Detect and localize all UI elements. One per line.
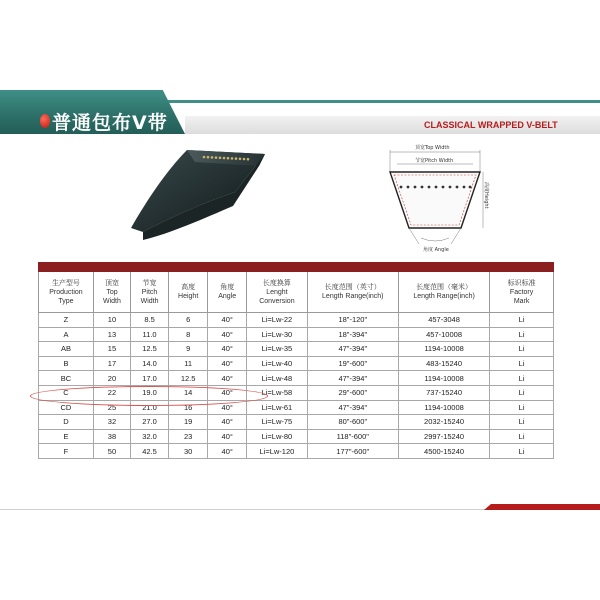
table-cell: Li=Lw-35 bbox=[247, 342, 307, 357]
table-cell: 47"-394" bbox=[307, 400, 398, 415]
table-cell: 29"-600" bbox=[307, 385, 398, 400]
table-cell: 9 bbox=[169, 342, 208, 357]
table-cell: 18"-394" bbox=[307, 327, 398, 342]
table-cell: Li=Lw-58 bbox=[247, 385, 307, 400]
table-cell: 20 bbox=[93, 371, 130, 386]
column-header-line: 角度 bbox=[220, 284, 235, 291]
angle-label: 角度 Angle bbox=[423, 247, 449, 253]
table-cell: Li bbox=[490, 400, 554, 415]
table-cell: 19 bbox=[169, 415, 208, 430]
table-cell: 1194-10008 bbox=[398, 342, 489, 357]
table-cell: 12.5 bbox=[169, 371, 208, 386]
column-header-line: 长度换算 bbox=[262, 279, 291, 287]
table-cell: Z bbox=[39, 313, 94, 328]
table-cell: E bbox=[39, 429, 94, 444]
column-header-line: Type bbox=[58, 297, 74, 305]
table-cell: 80"-600" bbox=[307, 415, 398, 430]
column-header-line: Width bbox=[103, 297, 121, 305]
table-cell: 40° bbox=[208, 415, 247, 430]
table-cell: 30 bbox=[169, 444, 208, 459]
table-cell: 1194-10008 bbox=[398, 371, 489, 386]
column-header-line: 高度 bbox=[181, 284, 196, 291]
table-cell: 1194-10008 bbox=[398, 400, 489, 415]
table-cell: 40° bbox=[208, 356, 247, 371]
table-cell: 12.5 bbox=[131, 342, 169, 357]
table-cell: Li=Lw-80 bbox=[247, 429, 307, 444]
table-cell: 32.0 bbox=[131, 429, 169, 444]
table-cell: Li bbox=[490, 415, 554, 430]
table-cell: 40° bbox=[208, 385, 247, 400]
column-header bbox=[39, 272, 94, 313]
table-cell: 40° bbox=[208, 327, 247, 342]
column-header bbox=[169, 272, 208, 313]
table-cell: CD bbox=[39, 400, 94, 415]
table-cell: Li=Lw-61 bbox=[247, 400, 307, 415]
table-cell: Li=Lw-48 bbox=[247, 371, 307, 386]
table-cell: 483-15240 bbox=[398, 356, 489, 371]
column-header bbox=[208, 272, 247, 313]
table-cell: AB bbox=[39, 342, 94, 357]
column-header-line: 顶宽 bbox=[104, 279, 119, 287]
table-row bbox=[39, 444, 554, 459]
table-cell: 40° bbox=[208, 444, 247, 459]
highlight-ring bbox=[30, 386, 268, 406]
table-cell: 27.0 bbox=[131, 415, 169, 430]
table-row bbox=[39, 313, 554, 328]
table-header-row bbox=[39, 272, 554, 313]
table-cell: Li bbox=[490, 342, 554, 357]
table-cell: 14.0 bbox=[131, 356, 169, 371]
table-cell: 32 bbox=[93, 415, 130, 430]
column-header-line: Factory bbox=[509, 288, 534, 296]
column-header bbox=[93, 272, 130, 313]
table-cell: B bbox=[39, 356, 94, 371]
page-title-cn: 普通包布V带 bbox=[52, 112, 168, 134]
table-cell: 40° bbox=[208, 429, 247, 444]
column-header-line: 标识标准 bbox=[507, 279, 536, 287]
column-header-line: Width bbox=[140, 297, 159, 305]
column-header-line: Top bbox=[106, 288, 118, 296]
table-cell: 2997-15240 bbox=[398, 429, 489, 444]
table-cell: D bbox=[39, 415, 94, 430]
table-cell: Li=Lw-22 bbox=[247, 313, 307, 328]
table-cell: 17.0 bbox=[131, 371, 169, 386]
table-cell: 737-15240 bbox=[398, 385, 489, 400]
column-header-line: Production bbox=[49, 288, 83, 296]
table-cell: 42.5 bbox=[131, 444, 169, 459]
table-cell: 19"-600" bbox=[307, 356, 398, 371]
belt-photo bbox=[125, 140, 280, 245]
table-cell: 17 bbox=[93, 356, 130, 371]
column-header bbox=[490, 272, 554, 313]
column-header bbox=[247, 272, 307, 313]
table-cell: 40° bbox=[208, 400, 247, 415]
table-cell: 13 bbox=[93, 327, 130, 342]
column-header-line: Height bbox=[178, 293, 199, 300]
table-row bbox=[39, 356, 554, 371]
table-cell: 38 bbox=[93, 429, 130, 444]
table-cell: Li=Lw-30 bbox=[247, 327, 307, 342]
page-title-en: CLASSICAL WRAPPED V-BELT bbox=[424, 120, 558, 130]
table-cell: 15 bbox=[93, 342, 130, 357]
column-header-line: 长度范围（毫米） bbox=[416, 284, 473, 291]
table-cell: 50 bbox=[93, 444, 130, 459]
table-cell: 40° bbox=[208, 342, 247, 357]
table-cell: BC bbox=[39, 371, 94, 386]
table-cell: 118"-600" bbox=[307, 429, 398, 444]
specification-table bbox=[38, 262, 554, 459]
table-cell: 8.5 bbox=[131, 313, 169, 328]
table-cell: Li bbox=[490, 385, 554, 400]
table-cell: 23 bbox=[169, 429, 208, 444]
table-row bbox=[39, 327, 554, 342]
table-cell: F bbox=[39, 444, 94, 459]
table-cell: Li=Lw-75 bbox=[247, 415, 307, 430]
table-cell: 22 bbox=[93, 385, 130, 400]
table-cell: 21.0 bbox=[131, 400, 169, 415]
table-cell: 40° bbox=[208, 371, 247, 386]
column-header-line: 长度范围（英寸） bbox=[324, 284, 381, 291]
table-row bbox=[39, 415, 554, 430]
table-cell: 18"-120" bbox=[307, 313, 398, 328]
cross-section-diagram bbox=[375, 140, 500, 260]
table-cell: A bbox=[39, 327, 94, 342]
table-cell: 14 bbox=[169, 385, 208, 400]
column-header-line: Length Range(inch) bbox=[322, 293, 384, 300]
table-cell: 457-10008 bbox=[398, 327, 489, 342]
footer-tab bbox=[484, 504, 600, 510]
table-cell: Li=Lw-40 bbox=[247, 356, 307, 371]
table-cell: 177"-600" bbox=[307, 444, 398, 459]
table-cell: Li bbox=[490, 429, 554, 444]
table-cell: 8 bbox=[169, 327, 208, 342]
column-header-line: Length Range(inch) bbox=[413, 293, 475, 300]
column-header-line: 节宽 bbox=[142, 279, 157, 287]
table-cell: 11 bbox=[169, 356, 208, 371]
column-header-line: Conversion bbox=[259, 297, 295, 305]
column-header bbox=[398, 272, 489, 313]
height-label: 高度Height bbox=[483, 182, 489, 209]
bullet-icon bbox=[40, 114, 50, 128]
table-cell: Li bbox=[490, 327, 554, 342]
table-cell: 11.0 bbox=[131, 327, 169, 342]
table-cell: Li bbox=[490, 356, 554, 371]
table-cell: Li bbox=[490, 371, 554, 386]
table-cell: 40° bbox=[208, 313, 247, 328]
column-header-line: Angle bbox=[218, 293, 237, 300]
column-header-line: Pitch bbox=[141, 288, 158, 296]
top-width-label: 顶宽Top Width bbox=[415, 145, 450, 151]
column-header-line: Mark bbox=[513, 297, 530, 305]
table-cell: Li bbox=[490, 444, 554, 459]
table-cell: 47"-394" bbox=[307, 342, 398, 357]
table-row bbox=[39, 371, 554, 386]
table-cell: 47"-394" bbox=[307, 371, 398, 386]
table-cell: 25 bbox=[93, 400, 130, 415]
column-header-line: Lenght bbox=[266, 288, 288, 296]
table-cell: 10 bbox=[93, 313, 130, 328]
pitch-width-label: 节宽Pitch Width bbox=[415, 158, 454, 164]
table-row bbox=[39, 342, 554, 357]
column-header bbox=[131, 272, 169, 313]
table-cell: 19.0 bbox=[131, 385, 169, 400]
table-cell: 4500-15240 bbox=[398, 444, 489, 459]
table-top-bar bbox=[39, 263, 554, 272]
table-cell: 16 bbox=[169, 400, 208, 415]
table-cell: C bbox=[39, 385, 94, 400]
table-cell: Li=Lw-120 bbox=[247, 444, 307, 459]
column-header bbox=[307, 272, 398, 313]
table-cell: 457-3048 bbox=[398, 313, 489, 328]
table-cell: Li bbox=[490, 313, 554, 328]
table-cell: 2032-15240 bbox=[398, 415, 489, 430]
table-cell: 6 bbox=[169, 313, 208, 328]
column-header-line: 生产型号 bbox=[51, 279, 80, 287]
table-row bbox=[39, 429, 554, 444]
